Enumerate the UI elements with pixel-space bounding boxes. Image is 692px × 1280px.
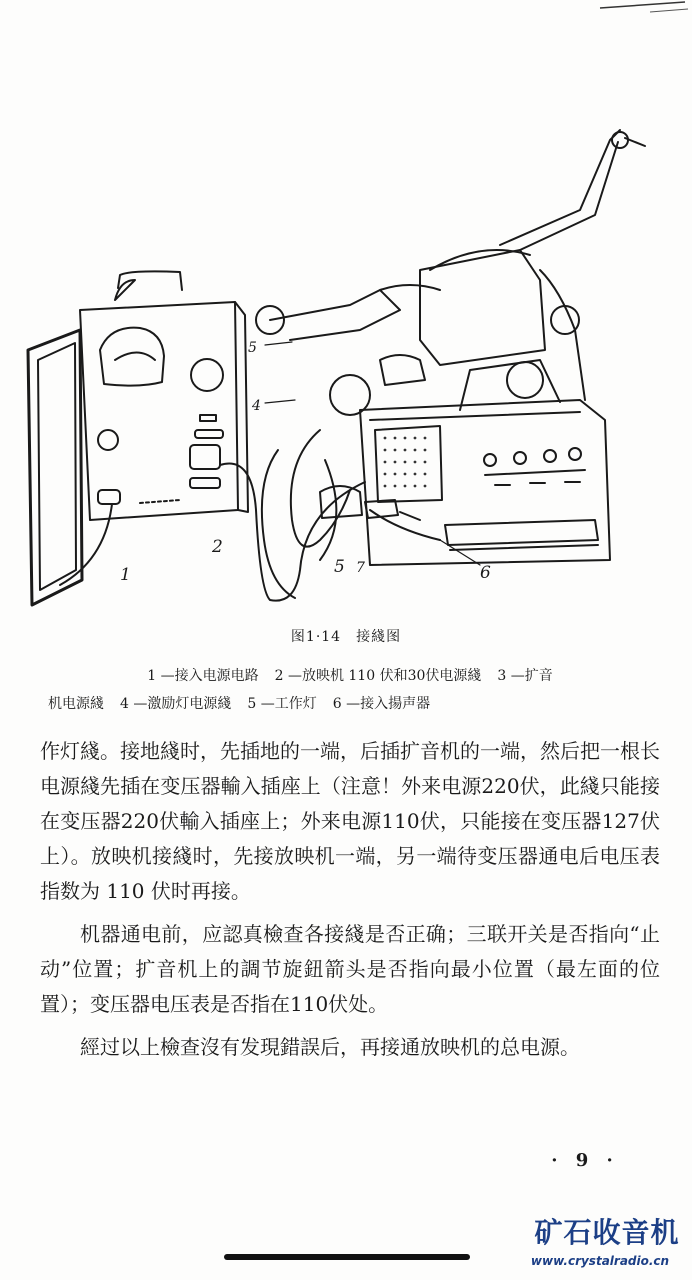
figure-title: 图1·14 接綫图: [290, 629, 402, 645]
scan-artifact: [590, 0, 690, 16]
cables-drawing: [60, 430, 440, 601]
body-text: [40, 734, 660, 1065]
caption-item-2: 2 —放映机 110 伏和30伏电源綫: [274, 668, 482, 684]
caption-item-1: 1 —接入电源电路: [147, 668, 259, 684]
watermark-logo: 矿石收音机: [534, 1216, 680, 1249]
wiring-diagram-illustration: [20, 120, 670, 610]
caption-line-1: [40, 662, 660, 690]
callout-1: 1: [120, 565, 131, 585]
leader-lines-drawing: [265, 342, 480, 565]
caption-item-5: 5 —工作灯: [247, 696, 317, 712]
paragraph-2: 机器通电前，应認真檢查各接綫是否正确；三联开关是否指向“止动”位置；扩音机上的調节旋鈕箭头是否指向最小位置（最左面的位置）；变压器电压表是否指在110伏处。: [40, 922, 660, 1016]
caption-item-3: 3 —扩音: [497, 668, 553, 684]
caption-item-6: 6 —接入揚声器: [332, 696, 431, 712]
caption-line-2: [40, 690, 660, 718]
speaker-grille-drawing: [384, 437, 427, 488]
callout-7: 7: [356, 560, 365, 576]
paragraph-1: 作灯綫。接地綫时，先插地的一端，后插扩音机的一端，然后把一根长电源綫先插在变压器輸入插座上（注意！外来电源220伏，此綫只能接在变压器220伏輸入插座上；外来电源110伏，只能接在变压器127伏上）。放映机接綫时，先接放映机一端，另一端待变压器通电后电压表指数为 110 伏时再接。: [40, 739, 660, 903]
figure-caption: [40, 662, 660, 718]
callout-4: 4: [252, 398, 261, 414]
callout-6: 6: [480, 563, 491, 583]
callout-5-bottom: 5: [334, 557, 345, 577]
paragraph-3: 經过以上檢查沒有发現錯誤后，再接通放映机的总电源。: [80, 1035, 580, 1059]
caption-item-4: 4 —激励灯电源綫: [120, 696, 232, 712]
caption-item-3-cont: 机电源綫: [48, 696, 104, 712]
watermark-url: www.crystalradio.cn: [530, 1254, 670, 1268]
page-number: · 9 ·: [551, 1150, 619, 1171]
home-indicator[interactable]: [224, 1254, 470, 1260]
projector-drawing: [256, 130, 645, 565]
wiring-diagram-drawing: [20, 120, 670, 610]
callout-2: 2: [212, 537, 223, 557]
callout-5-top: 5: [248, 340, 257, 356]
